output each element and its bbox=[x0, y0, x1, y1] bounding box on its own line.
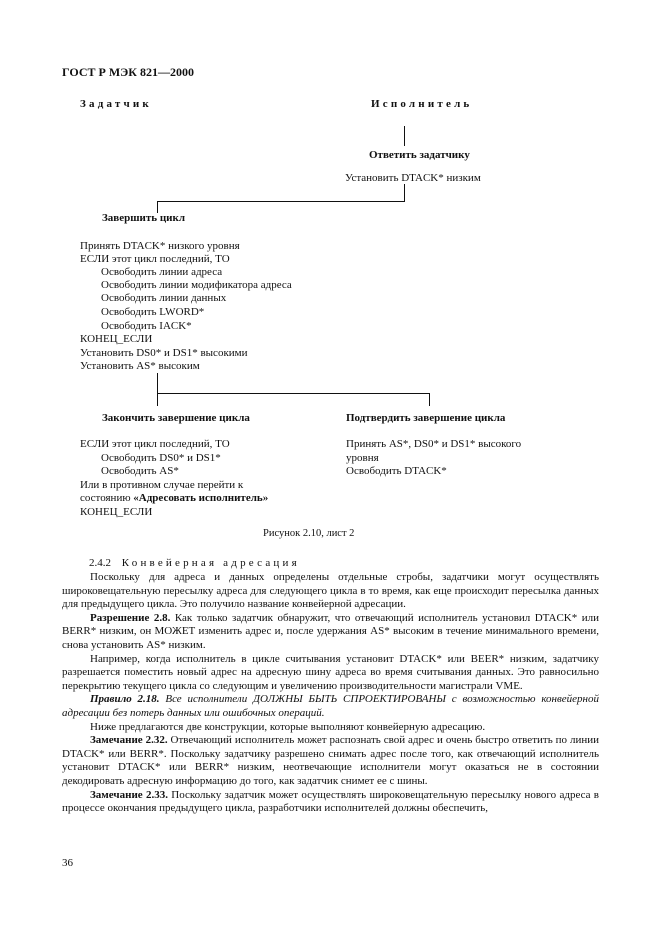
finish-line: ЕСЛИ этот цикл последний, ТО bbox=[80, 253, 230, 265]
state-prefix: состоянию bbox=[80, 492, 134, 504]
paragraph: Ниже предлагаются две конструкции, которые выполняют конвейерную адресацию. bbox=[90, 720, 486, 733]
body-text bbox=[62, 571, 599, 816]
paragraph-text: Как только задатчик обнаружит, что отвечающий исполнитель установил DTACK* или BERR* низким, он МОЖЕТ изменить адрес и, после удержания AS* высоким в течение минимального времени, снова установить AS* низким. bbox=[62, 611, 599, 651]
flow-connector bbox=[404, 126, 405, 146]
flow-connector bbox=[429, 393, 430, 406]
flow-connector bbox=[157, 393, 430, 394]
section-heading bbox=[89, 557, 300, 571]
state-name: «Адресовать исполнитель» bbox=[133, 492, 269, 504]
figure-caption: Рисунок 2.10, лист 2 bbox=[263, 528, 355, 539]
confirm-line: Освободить DTACK* bbox=[346, 465, 447, 477]
flow-connector bbox=[404, 184, 405, 201]
section-number: 2.4.2 bbox=[89, 557, 111, 569]
finish-line: Принять DTACK* низкого уровня bbox=[80, 240, 240, 252]
column-slave: Исполнитель bbox=[371, 98, 473, 110]
paragraph-text: Отвечающий исполнитель может распознать свой адрес и очень быстро ответить по линии DTACK* или BERR*. Поскольку задатчику разрешено снимать адрес после того, как отвечающий исполнитель установит DTACK* или BERR* низким, неотвечающие исполнители могут оказаться не в состоянии декодировать адресную информацию до того, как задатчик снимет ее с шины. bbox=[62, 734, 599, 787]
flow-connector bbox=[157, 201, 405, 202]
note-label: Замечание 2.33. bbox=[90, 788, 168, 801]
complete-line bbox=[80, 492, 268, 506]
paragraph bbox=[62, 734, 599, 788]
note-label: Замечание 2.32. bbox=[90, 734, 168, 747]
flow-connector bbox=[157, 373, 158, 393]
column-master: Задатчик bbox=[80, 98, 152, 110]
finish-line: Освободить линии данных bbox=[101, 292, 227, 304]
document-code: ГОСТ Р МЭК 821—2000 bbox=[62, 65, 194, 79]
complete-line: Освободить DS0* и DS1* bbox=[101, 452, 221, 464]
respond-block-title: Ответить задатчику bbox=[369, 149, 470, 161]
respond-block-line: Установить DTACK* низким bbox=[345, 172, 481, 184]
finish-line: Освободить LWORD* bbox=[101, 306, 205, 318]
confirm-block-title: Подтвердить завершение цикла bbox=[346, 412, 506, 424]
confirm-line: уровня bbox=[346, 452, 379, 464]
section-title: Конвейерная адресация bbox=[121, 557, 300, 569]
permission-label: Разрешение 2.8. bbox=[90, 611, 171, 624]
confirm-line: Принять AS*, DS0* и DS1* высокого bbox=[346, 438, 522, 450]
paragraph-text: Все исполнители ДОЛЖНЫ БЫТЬ СПРОЕКТИРОВАНЫ с возможностью конвейерной адресации без потерь данных или ошибочных операций. bbox=[62, 693, 600, 719]
flow-connector bbox=[157, 393, 158, 406]
complete-line: ЕСЛИ этот цикл последний, ТО bbox=[80, 438, 230, 450]
complete-block-title: Закончить завершение цикла bbox=[102, 412, 250, 424]
finish-line: Установить DS0* и DS1* высокими bbox=[80, 347, 248, 359]
complete-line: КОНЕЦ_ЕСЛИ bbox=[80, 506, 153, 518]
paragraph: Поскольку для адреса и данных определены отдельные стробы, задатчики могут осуществлять широковещательную пересылку адреса для следующего цикла в то время, как еще происходит пересылка данных для предыдущего цикла. Это получило название конвейерной адресации. bbox=[62, 571, 599, 611]
paragraph bbox=[62, 693, 599, 720]
finish-line: Освободить линии модификатора адреса bbox=[101, 279, 292, 291]
paragraph-text: Поскольку задатчик может осуществлять широковещательную пересылку нового адреса в процессе окончания предыдущего цикла, разработчики исполнителей должны обеспечить, bbox=[62, 788, 599, 815]
rule-label: Правило 2.18. bbox=[90, 693, 160, 706]
complete-line: Освободить AS* bbox=[101, 465, 179, 477]
finish-block-title: Завершить цикл bbox=[102, 212, 186, 224]
finish-line: КОНЕЦ_ЕСЛИ bbox=[80, 333, 153, 345]
paragraph bbox=[62, 612, 599, 653]
complete-line: Или в противном случае перейти к bbox=[80, 479, 244, 491]
paragraph: Например, когда исполнитель в цикле считывания установит DTACK* или BEER* низким, задатчику разрешается поместить новый адрес на адресную шину адреса во время считывания данных. Это равносильно перекрытию текущего цикла со следующим и увеличению производительности магистрали VME. bbox=[62, 652, 599, 692]
finish-line: Установить AS* высоким bbox=[80, 360, 200, 372]
page-number: 36 bbox=[62, 857, 73, 869]
finish-line: Освободить линии адреса bbox=[101, 266, 223, 278]
paragraph bbox=[62, 789, 599, 816]
finish-line: Освободить IACK* bbox=[101, 320, 192, 332]
